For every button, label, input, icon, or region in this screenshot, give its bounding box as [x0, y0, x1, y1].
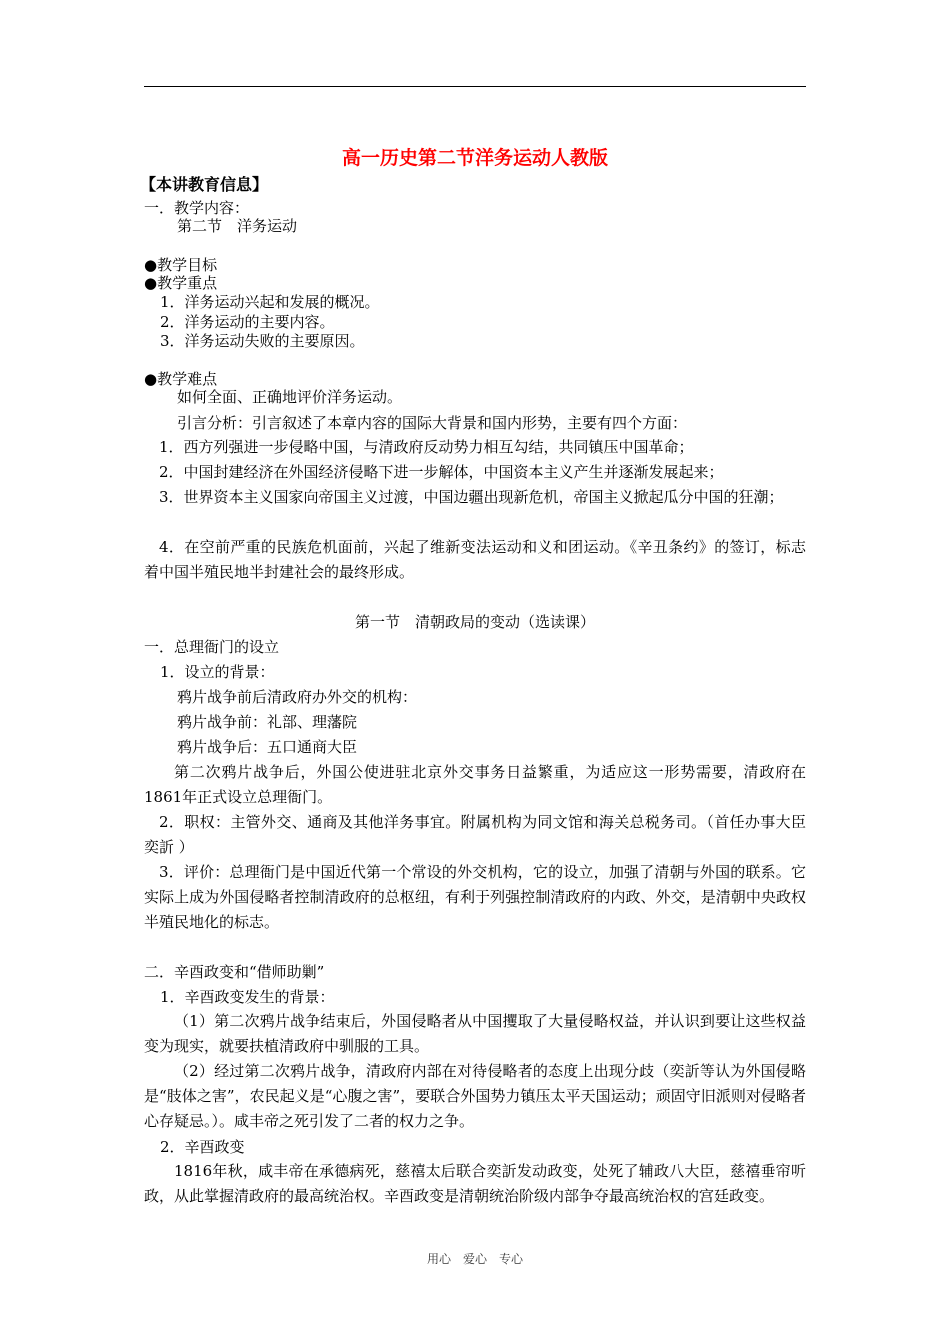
lesson-name: 第二节 洋务运动 [177, 217, 298, 235]
section1-title: 第一节 清朝政局的变动（选读课） [354, 613, 595, 631]
s1-line: 鸦片战争后：五口通商大臣 [177, 738, 358, 756]
s1-paragraph: 第二次鸦片战争后，外国公使进驻北京外交事务日益繁重，为适应这一形势需要，清政府在1861年正式设立总理衙门。 [144, 763, 806, 806]
intro-point: 4．在空前严重的民族危机面前，兴起了维新变法运动和义和团运动。《辛丑条约》的签订，标志着中国半殖民地半封建社会的最终形成。 [144, 538, 806, 581]
s2-subheading: 1．辛酉政变发生的背景： [160, 988, 335, 1006]
intro-point: 3．世界资本主义国家向帝国主义过渡，中国边疆出现新危机，帝国主义掀起瓜分中国的狂潮； [159, 488, 784, 506]
goal-label: ●教学目标 [144, 256, 218, 274]
document-title: 高一历史第二节洋务运动人教版 [341, 147, 608, 169]
s2-subheading: 2．辛酉政变 [160, 1138, 245, 1156]
header-rule [144, 86, 806, 87]
s2-paragraph: （1）第二次鸦片战争结束后，外国侵略者从中国攫取了大量侵略权益，并认识到要让这些权益变为现实，就要扶植清政府中驯服的工具。 [144, 1012, 806, 1055]
key-point: 1．洋务运动兴起和发展的概况。 [160, 293, 380, 311]
s1-paragraph: 3．评价：总理衙门是中国近代第一个常设的外交机构，它的设立，加强了清朝与外国的联系。它实际上成为外国侵略者控制清政府的总枢纽，有利于列强控制清政府的内政、外交，是清朝中央政权半殖民地化的标志。 [144, 863, 806, 931]
s1-paragraph: 2．职权：主管外交、通商及其他洋务事宜。附属机构为同文馆和海关总税务司。（首任办事大臣奕訢 ） [144, 813, 806, 856]
info-header: 【本讲教育信息】 [140, 175, 269, 194]
intro-text: 引言分析：引言叙述了本章内容的国际大背景和国内形势，主要有四个方面： [177, 414, 688, 432]
key-point: 2．洋务运动的主要内容。 [160, 313, 335, 331]
key-label: ●教学重点 [144, 274, 218, 292]
difficulty-label: ●教学难点 [144, 370, 218, 388]
key-point: 3．洋务运动失败的主要原因。 [160, 332, 365, 350]
intro-point: 2．中国封建经济在外国经济侵略下进一步解体，中国资本主义产生并逐渐发展起来； [159, 463, 724, 481]
s1-line: 鸦片战争前后清政府办外交的机构： [177, 688, 418, 706]
intro-point: 1．西方列强进一步侵略中国，与清政府反动势力相互勾结，共同镇压中国革命； [159, 438, 694, 456]
s1-line: 鸦片战争前：礼部、理藩院 [177, 713, 358, 731]
page-footer: 用心 爱心 专心 [426, 1252, 523, 1266]
difficulty-text: 如何全面、正确地评价洋务运动。 [177, 388, 403, 406]
s1-heading: 一．总理衙门的设立 [144, 638, 280, 656]
s2-paragraph: 1816年秋，咸丰帝在承德病死，慈禧太后联合奕訢发动政变，处死了辅政八大臣，慈禧垂帘听政，从此掌握清政府的最高统治权。辛酉政变是清朝统治阶级内部争夺最高统治权的宫廷政变。 [144, 1162, 806, 1205]
s2-heading: 二．辛酉政变和“借师助剿” [144, 963, 325, 981]
teaching-content-label: 一．教学内容： [144, 199, 250, 217]
s2-paragraph: （2）经过第二次鸦片战争，清政府内部在对待侵略者的态度上出现分歧（奕訢等认为外国侵略是“肢体之害”，农民起义是“心腹之害”，要联合外国势力镇压太平天国运动；顽固守旧派则对侵略者心存疑忌。）。咸丰帝之死引发了二者的权力之争。 [144, 1062, 806, 1130]
s1-subheading: 1．设立的背景： [160, 663, 275, 681]
